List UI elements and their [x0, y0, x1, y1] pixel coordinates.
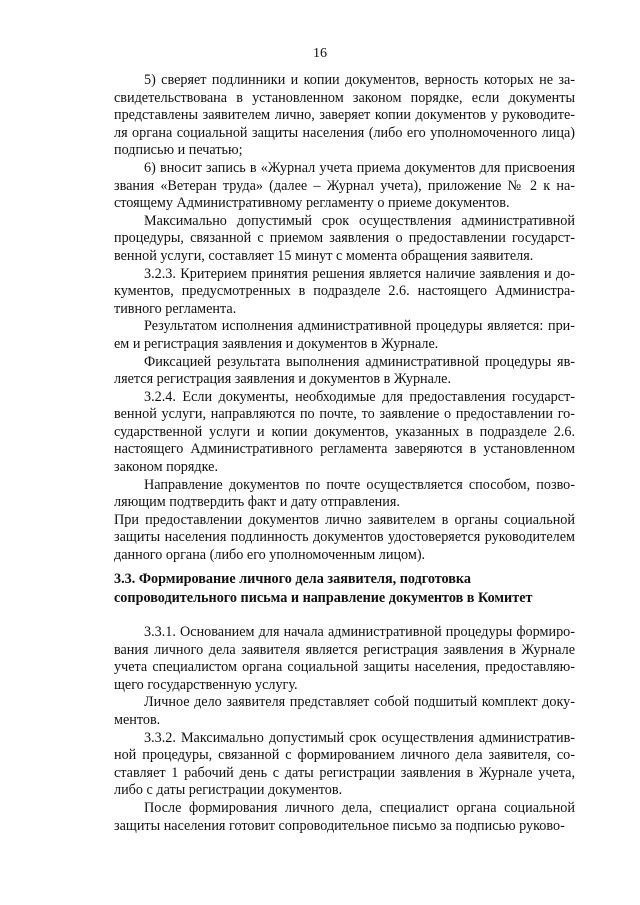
text-line: тивного регламента.: [114, 300, 237, 317]
page-number: 16: [313, 46, 327, 61]
text-line: сударственной услуги и копии документов, указанных в подразделе 2.6.: [114, 423, 575, 440]
text-line: данного органа (либо его уполномоченным лицом).: [114, 547, 426, 564]
text-line: После формирования личного дела, специалист органа социальной: [144, 799, 575, 816]
text-line: учета специалистом органа социальной защиты населения, предоставляю-: [114, 659, 575, 676]
text-line: свидетельствована в установленном законом порядке, если документы: [114, 89, 575, 106]
text-line: Максимально допустимый срок осуществления административной: [144, 212, 575, 229]
section-heading-block: [114, 570, 575, 608]
text-line: подписью и печатью;: [114, 142, 243, 159]
text-line: ля органа социальной защиты населения (либо его уполномоченного лица): [114, 124, 575, 141]
text-line: При предоставлении документов лично заявителем в органы социальной: [114, 511, 575, 528]
text-line: ляющим подтвердить факт и дату отправления.: [114, 494, 400, 511]
text-line: 5) сверяет подлинники и копии документов, верность которых не за-: [144, 72, 575, 88]
text-line: 3.3.2. Максимально допустимый срок осуществления административ-: [144, 729, 575, 746]
text-line: ляется регистрация заявления и документов в Журнале.: [114, 371, 452, 388]
text-line: ем и регистрация заявления и документов в Журнале.: [114, 335, 439, 352]
text-line: Результатом исполнения административной процедуры является: при-: [144, 318, 575, 335]
text-line: либо с даты регистрации документов.: [114, 782, 343, 799]
body-text-block-2: [114, 624, 575, 835]
section-heading-line-2: сопроводительного письма и направление документов в Комитет: [114, 590, 533, 606]
text-line: 6) вносит запись в «Журнал учета приема документов для присвоения: [144, 159, 575, 176]
text-line: звания «Ветеран труда» (далее – Журнал учета), приложение № 2 к на-: [114, 177, 575, 194]
text-line: законом порядке.: [114, 459, 219, 476]
text-line: венной услуги, направляются по почте, то заявление о предоставлении го-: [114, 406, 575, 423]
section-heading-line-1: 3.3. Формирование личного дела заявителя, подготовка: [114, 571, 471, 587]
text-line: защиты населения подлинность документов удостоверяется руководителем: [114, 529, 575, 546]
text-line: вания личного дела заявителя является регистрация заявления в Журнале: [114, 641, 575, 658]
text-line: щего государственную услугу.: [114, 676, 298, 693]
text-line: 3.3.1. Основанием для начала административной процедуры формиро-: [144, 624, 575, 640]
text-line: 3.2.3. Критерием принятия решения является наличие заявления и до-: [144, 265, 575, 282]
text-line: кументов, предусмотренных в подразделе 2.6. настоящего Администра-: [114, 283, 575, 300]
text-line: 3.2.4. Если документы, необходимые для предоставления государст-: [144, 388, 575, 405]
text-line: Личное дело заявителя представляет собой подшитый комплект доку-: [144, 694, 575, 711]
text-line: представлены заявителем лично, заверяет копии документов у руководите-: [114, 107, 575, 124]
text-line: Направление документов по почте осуществляется способом, позво-: [144, 476, 575, 493]
text-line: ставляет 1 рабочий день с даты регистрации заявления в Журнале учета,: [114, 764, 575, 781]
text-line: Фиксацией результата выполнения административной процедуры яв-: [144, 353, 575, 370]
text-line: стоящему Административному регламенту о приеме документов.: [114, 195, 510, 212]
text-line: процедуры, связанной с приемом заявления о предоставлении государст-: [114, 230, 575, 247]
text-line: ной процедуры, связанной с формированием личного дела заявителя, со-: [114, 747, 575, 764]
text-line: настоящего Административного регламента заверяются в установленном: [114, 441, 575, 458]
body-text-block-1: [114, 72, 575, 565]
text-line: ментов.: [114, 711, 161, 728]
text-line: венной услуги, составляет 15 минут с момента обращения заявителя.: [114, 247, 534, 264]
text-line: защиты населения готовит сопроводительное письмо за подписью руково-: [114, 817, 565, 834]
